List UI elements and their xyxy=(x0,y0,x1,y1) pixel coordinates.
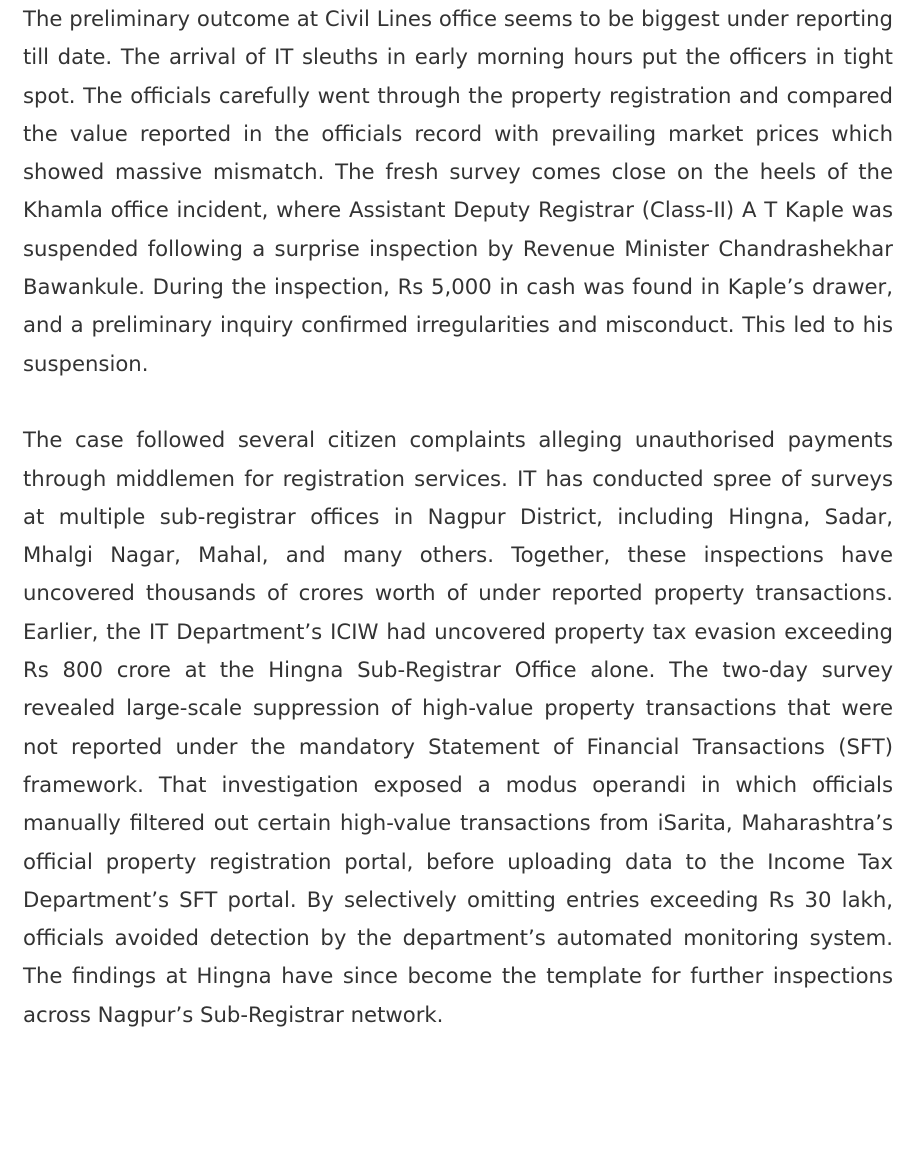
article-paragraph-2: The case followed several citizen complaints alleging unauthorised payments through middlemen for registration services. IT has conducted spree of surveys at multiple sub-registrar offices in Nagpur District, including Hingna, Sadar, Mhalgi Nagar, Mahal, and many others. Together, these inspections have uncovered thousands of crores worth of under reported property transactions. Earlier, the IT Department’s ICIW had uncovered property tax evasion exceeding Rs 800 crore at the Hingna Sub-Registrar Office alone. The two-day survey revealed large-scale suppression of high-value property transactions that were not reported under the mandatory Statement of Financial Transactions (SFT) framework. That investigation exposed a modus operandi in which officials manually filtered out certain high-value transactions from iSarita, Maharashtra’s official property registration portal, before uploading data to the Income Tax Department’s SFT portal. By selectively omitting entries exceeding Rs 30 lakh, officials avoided detection by the department’s automated monitoring system. The findings at Hingna have since become the template for further inspections across Nagpur’s Sub-Registrar network. xyxy=(23,427,893,1027)
article-body xyxy=(23,0,893,1034)
article-paragraph-1: The preliminary outcome at Civil Lines office seems to be biggest under reporting till date. The arrival of IT sleuths in early morning hours put the officers in tight spot. The officials carefully went through the property registration and compared the value reported in the officials record with prevailing market prices which showed massive mismatch. The fresh survey comes close on the heels of the Khamla office incident, where Assistant Deputy Registrar (Class-II) A T Kaple was suspended following a surprise inspection by Revenue Minister Chandrashekhar Bawankule. During the inspection, Rs 5,000 in cash was found in Kaple’s drawer, and a preliminary inquiry confirmed irregularities and misconduct. This led to his suspension. xyxy=(23,6,893,376)
